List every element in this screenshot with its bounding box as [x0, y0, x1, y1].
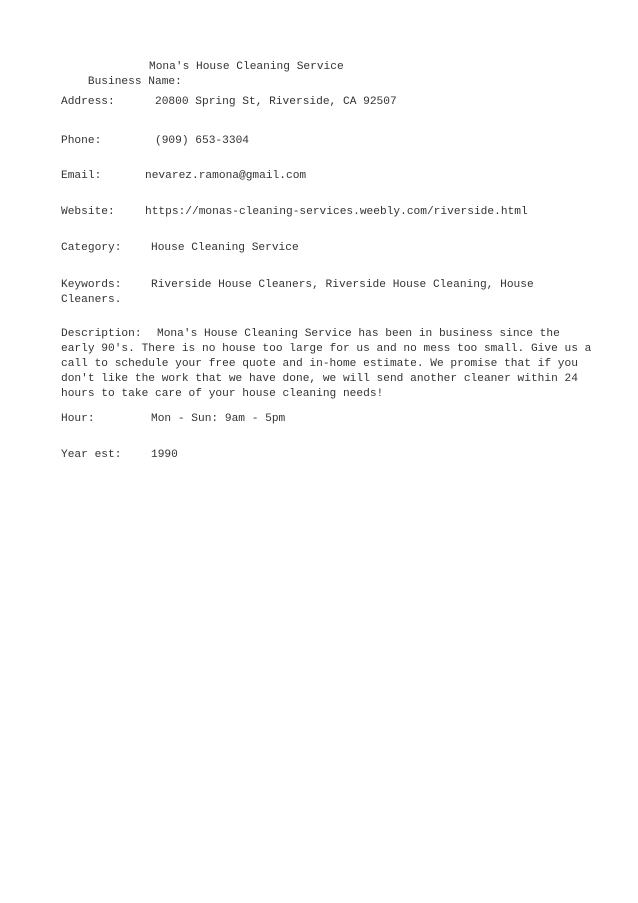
phone-label: Phone: — [61, 135, 102, 147]
description-line-2: early 90's. There is no house too large for us and no mess too small. Give us a — [61, 343, 592, 355]
keywords-label: Keywords: — [61, 279, 122, 291]
email-value[interactable]: nevarez.ramona@gmail.com — [145, 170, 307, 182]
description-line-3: call to schedule your free quote and in-home estimate. We promise that if you — [61, 358, 578, 370]
description-label: Description: — [61, 328, 142, 340]
hours-label: Hour: — [61, 413, 95, 425]
phone-value: (909) 653-3304 — [155, 135, 249, 147]
category-label: Category: — [61, 242, 122, 254]
category-value: House Cleaning Service — [151, 242, 299, 254]
website-value[interactable]: https://monas-cleaning-services.weebly.com/riverside.html — [145, 206, 528, 218]
hours-value: Mon - Sun: 9am - 5pm — [151, 413, 286, 425]
business-name-label: Business Name: — [87, 76, 182, 88]
description-line-4: don't like the work that we have done, we will send another cleaner within 24 — [61, 373, 578, 385]
keywords-value-line2: Cleaners. — [61, 294, 122, 306]
business-name-value: Mona's House Cleaning Service — [149, 61, 344, 73]
address-value: 20800 Spring St, Riverside, CA 92507 — [155, 96, 397, 108]
year-est-value: 1990 — [151, 449, 178, 461]
website-label: Website: — [61, 206, 115, 218]
description-line-5: hours to take care of your house cleaning needs! — [61, 388, 384, 400]
keywords-value-line1: Riverside House Cleaners, Riverside House Cleaning, House — [151, 279, 534, 291]
year-est-label: Year est: — [61, 449, 122, 461]
description-line-1: Mona's House Cleaning Service has been in business since the — [157, 328, 560, 340]
address-label: Address: — [61, 96, 115, 108]
email-label: Email: — [61, 170, 102, 182]
